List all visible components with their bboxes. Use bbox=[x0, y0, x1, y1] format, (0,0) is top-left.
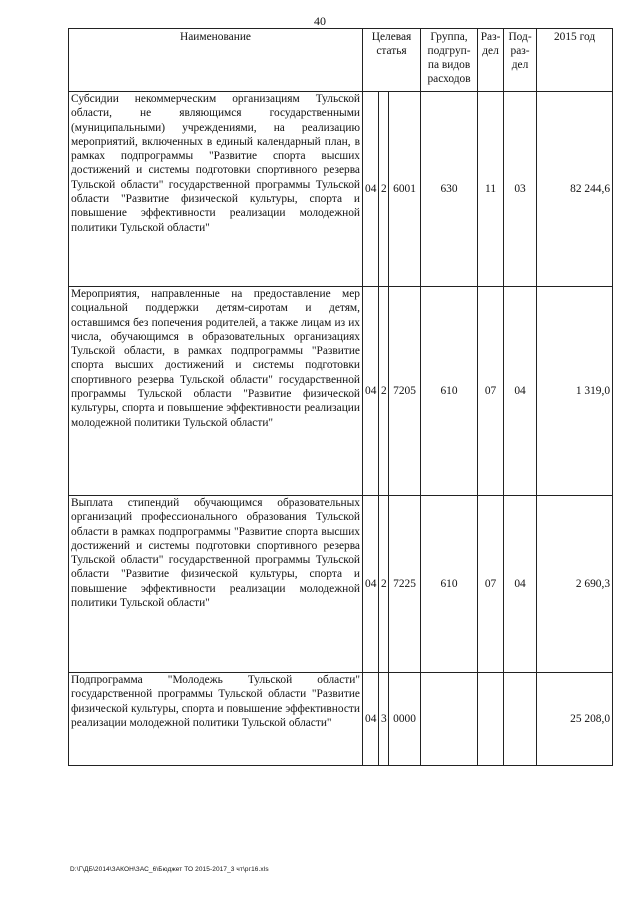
table-row bbox=[69, 496, 613, 673]
row-section: 07 bbox=[478, 287, 504, 496]
budget-table bbox=[68, 28, 613, 766]
page-number: 40 bbox=[314, 14, 326, 28]
row-code-program: 04 bbox=[363, 92, 379, 287]
table-row bbox=[69, 92, 613, 287]
row-code-subprogram: 2 bbox=[379, 287, 389, 496]
row-subsection bbox=[504, 673, 537, 766]
row-name: Выплата стипендий обучающимся образовательных организаций профессионального образования Тульской области в рамках подпрограммы "Развитие спорта высших достижений и системы подготовки спортивного резерва Тульской области" государственной программы Тульской области "Развитие физической культуры, спорта и повышение эффективности реализации молодежной политики Тульской области" bbox=[69, 496, 363, 673]
row-code-program: 04 bbox=[363, 287, 379, 496]
row-amount: 1 319,0 bbox=[537, 287, 613, 496]
row-subsection: 04 bbox=[504, 496, 537, 673]
row-code-direction: 6001 bbox=[389, 92, 421, 287]
row-expense-group: 630 bbox=[421, 92, 478, 287]
table-header-row bbox=[69, 29, 613, 92]
row-code-program: 04 bbox=[363, 496, 379, 673]
row-amount: 2 690,3 bbox=[537, 496, 613, 673]
row-section: 07 bbox=[478, 496, 504, 673]
row-section: 11 bbox=[478, 92, 504, 287]
header-target-article: Целевая статья bbox=[363, 29, 421, 92]
row-amount: 82 244,6 bbox=[537, 92, 613, 287]
footer-file-path: D:\Г\ДБ\2014\ЗАКОН\ЗАС_6\Бюджет ТО 2015-2017_3 чт\рг16.xls bbox=[70, 866, 269, 873]
row-name: Мероприятия, направленные на предоставление мер социальной поддержки детям-сиротам и детям, оставшимся без попечения родителей, а также лицам из их числа, обучающимся в образовательных организациях Тульской области, в рамках подпрограммы "Развитие спорта высших достижений и системы подготовки спортивного резерва Тульской области" государственной программы Тульской области "Развитие физической культуры, спорта и повышение эффективности реализации молодежной политики Тульской области" bbox=[69, 287, 363, 496]
row-expense-group bbox=[421, 673, 478, 766]
row-code-subprogram: 2 bbox=[379, 92, 389, 287]
row-code-direction: 7225 bbox=[389, 496, 421, 673]
header-section: Раз-дел bbox=[478, 29, 504, 92]
row-code-direction: 0000 bbox=[389, 673, 421, 766]
header-subsection: Под-раз-дел bbox=[504, 29, 537, 92]
header-expense-group: Группа, подгруп-па видов расходов bbox=[421, 29, 478, 92]
row-expense-group: 610 bbox=[421, 496, 478, 673]
row-name: Подпрограмма "Молодежь Тульской области" государственной программы Тульской области "Развитие физической культуры, спорта и повышение эффективности реализации молодежной политики Тульской области" bbox=[69, 673, 363, 766]
row-name: Субсидии некоммерческим организациям Тульской области, не являющимся государственными (муниципальными) учреждениями, на реализацию мероприятий, включенных в единый календарный план, в рамках подпрограммы "Развитие спорта высших достижений и системы подготовки спортивного резерва Тульской области" государственной программы Тульской области "Развитие физической культуры, спорта и повышение эффективности реализации молодежной политики Тульской области" bbox=[69, 92, 363, 287]
row-subsection: 03 bbox=[504, 92, 537, 287]
row-code-direction: 7205 bbox=[389, 287, 421, 496]
header-name: Наименование bbox=[69, 29, 363, 92]
row-section bbox=[478, 673, 504, 766]
table-row bbox=[69, 673, 613, 766]
row-subsection: 04 bbox=[504, 287, 537, 496]
header-year: 2015 год bbox=[537, 29, 613, 92]
row-code-subprogram: 3 bbox=[379, 673, 389, 766]
row-amount: 25 208,0 bbox=[537, 673, 613, 766]
table-row bbox=[69, 287, 613, 496]
row-code-subprogram: 2 bbox=[379, 496, 389, 673]
row-code-program: 04 bbox=[363, 673, 379, 766]
row-expense-group: 610 bbox=[421, 287, 478, 496]
